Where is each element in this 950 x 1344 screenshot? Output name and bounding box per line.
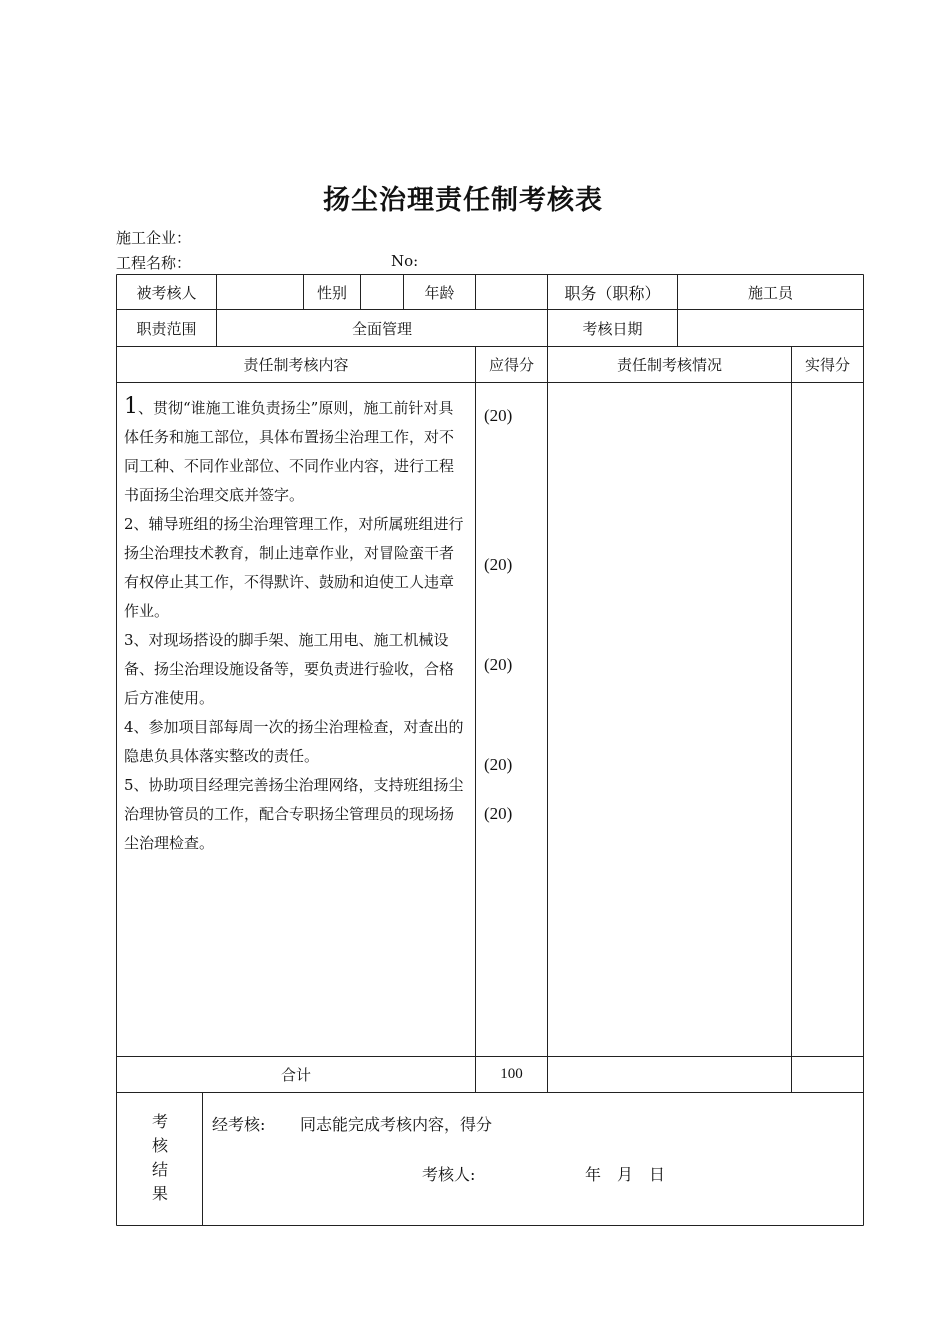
company-label: 施工企业： (116, 229, 192, 247)
age-value[interactable] (476, 275, 547, 309)
scope-label: 职责范围 (136, 319, 197, 338)
examiner-label: 考核人: (422, 1165, 476, 1184)
col-header-actual: 实得分 (804, 356, 850, 374)
list-item: 5、协助项目经理完善扬尘治理网络，支持班组扬尘治理协管员的工作，配合专职扬尘管理员的现场扬尘治理检查。 (124, 776, 464, 852)
position-label: 职务（职称） (564, 283, 661, 303)
gender-label: 性别 (316, 283, 347, 302)
result-text: 同志能完成考核内容，得分 (300, 1115, 493, 1134)
list-item: 4、参加项目部每周一次的扬尘治理检查，对查出的隐患负具体落实整改的责任。 (124, 718, 464, 765)
expected-score-3: (20) (484, 655, 513, 674)
expected-score-5: (20) (484, 804, 513, 823)
list-item: 2、辅导班组的扬尘治理管理工作，对所属班组进行扬尘治理技术教育，制止违章作业，对冒险蛮干者有权停止其工作，不得默许、鼓励和迫使工人违章作业。 (124, 515, 464, 620)
examinee-value[interactable] (217, 275, 303, 309)
result-date: 年 月 日 (585, 1165, 666, 1184)
age-label: 年龄 (424, 283, 455, 302)
scope-value: 全面管理 (351, 319, 412, 338)
expected-score-2: (20) (484, 555, 513, 574)
assessment-content (124, 392, 468, 858)
expected-score-4: (20) (484, 755, 513, 774)
col-header-expected: 应得分 (488, 356, 534, 374)
col-header-situation: 责任制考核情况 (616, 356, 722, 374)
total-label: 合计 (280, 1066, 311, 1084)
project-label: 工程名称： (116, 254, 192, 272)
position-value: 施工员 (747, 283, 793, 302)
no-label: No: (391, 252, 419, 270)
date-label: 考核日期 (582, 319, 643, 338)
list-item: 3、对现场搭设的脚手架、施工用电、施工机械设备、扬尘治理设施设备等，要负责进行验收，合格后方准使用。 (124, 631, 455, 707)
examinee-label: 被考核人 (136, 283, 197, 302)
expected-score-1: (20) (484, 406, 513, 425)
date-value[interactable] (678, 310, 863, 346)
result-label: 考 核 结 果 (151, 1112, 168, 1203)
result-prefix: 经考核: (212, 1115, 266, 1134)
list-item: 1、贯彻“谁施工谁负责扬尘”原则，施工前针对具体任务和施工部位，具体布置扬尘治理工作，对不同工种、不同作业部位、不同作业内容，进行工程书面扬尘治理交底并签字。 (124, 394, 455, 504)
total-value: 100 (500, 1066, 523, 1082)
col-header-content: 责任制考核内容 (243, 356, 349, 374)
document-title: 扬尘治理责任制考核表 (323, 185, 603, 216)
gender-value[interactable] (361, 275, 403, 309)
